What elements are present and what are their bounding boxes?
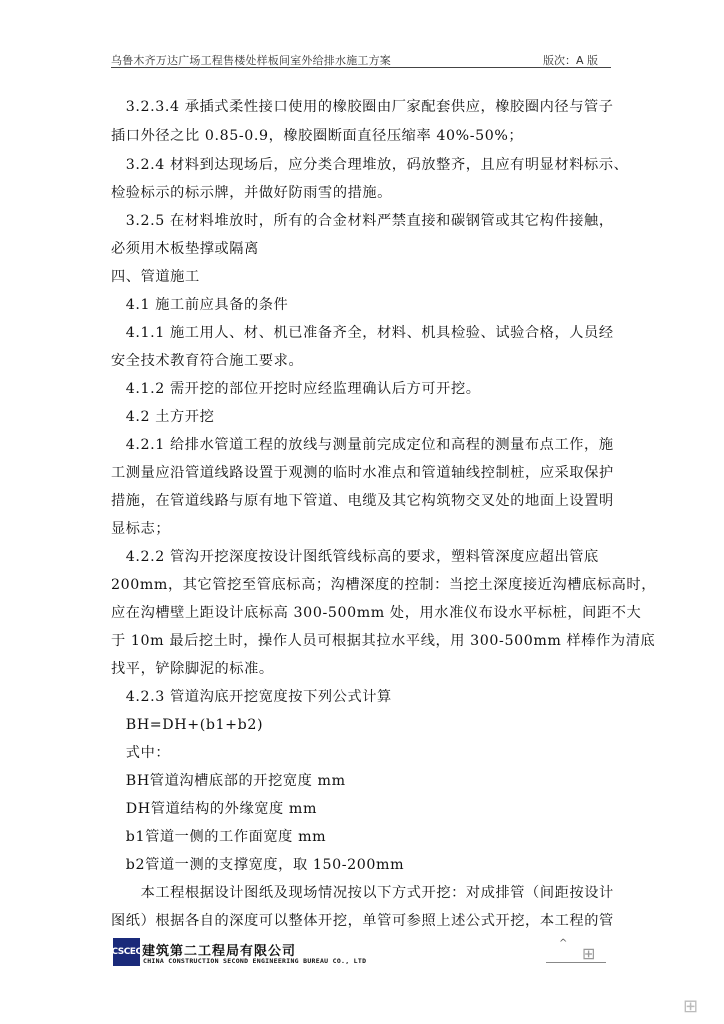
- subsection-heading: 4.1 施工前应具备的条件: [111, 297, 289, 313]
- body-line: 200mm，其它管挖至管底标高；沟槽深度的控制：当挖土深度接近沟槽底标高时，: [111, 577, 656, 593]
- body-line: 图纸）根据各自的深度可以整体开挖，单管可参照上述公式开挖，本工程的管: [111, 913, 614, 929]
- footer-caret-mark: ^: [559, 938, 568, 949]
- body-line: 3.2.5 在材料堆放时，所有的合金材料严禁直接和碳钢管或其它构件接触，: [111, 213, 614, 229]
- header-divider: [111, 67, 611, 68]
- company-name-cn: 建筑第二工程局有限公司: [142, 944, 297, 959]
- body-line: 找平，铲除脚泥的标准。: [111, 661, 274, 677]
- body-line: 4.2.3 管道沟底开挖宽度按下列公式计算: [111, 689, 392, 705]
- footer-divider: [546, 962, 606, 963]
- body-line: 式中：: [111, 745, 171, 761]
- footer-stamp-icon: ⊞: [582, 944, 596, 963]
- body-line: 4.2.2 管沟开挖深度按设计图纸管线标高的要求，塑料管深度应超出管底: [111, 549, 599, 565]
- corner-stamp-icon: ⊞: [683, 996, 699, 1017]
- logo-text: CSCEC: [111, 947, 142, 957]
- body-line: 本工程根据设计图纸及现场情况按以下方式开挖：对成排管（间距按设计: [111, 885, 614, 901]
- body-line: 3.2.4 材料到达现场后，应分类合理堆放，码放整齐，且应有明显材料标示、: [111, 157, 629, 173]
- body-line: 措施，在管道线路与原有地下管道、电缆及其它构筑物交叉处的地面上设置明: [111, 493, 614, 509]
- body-line: 3.2.3.4 承插式柔性接口使用的橡胶圈由厂家配套供应，橡胶圈内径与管子: [111, 99, 614, 115]
- body-line: 插口外径之比 0.85-0.9，橡胶圈断面直径压缩率 40%-50%；: [111, 128, 524, 144]
- body-line: 4.2.1 给排水管道工程的放线与测量前完成定位和高程的测量布点工作，施: [111, 437, 614, 453]
- body-line: 必须用木板垫撑或隔离: [111, 241, 259, 257]
- body-line: 工测量应沿管道线路设置于观测的临时水准点和管道轴线控制桩，应采取保护: [111, 465, 614, 481]
- subsection-heading: 4.2 土方开挖: [111, 409, 215, 425]
- body-line: 应在沟槽壁上距设计底标高 300-500mm 处，用水准仪布设水平标桩，间距不大: [111, 605, 642, 621]
- body-line: 4.1.1 施工用人、材、机已准备齐全，材料、机具检验、试验合格，人员经: [111, 325, 614, 341]
- section-heading: 四、管道施工: [111, 269, 200, 285]
- formula-line: BH=DH+(b1+b2): [111, 717, 264, 733]
- variable-definition: b2管道一测的支撑宽度，取 150-200mm: [111, 857, 405, 873]
- body-line: 安全技术教育符合施工要求。: [111, 353, 304, 369]
- document-title: 乌鲁木齐万达广场工程售楼处样板间室外给排水施工方案: [111, 54, 391, 67]
- variable-definition: DH管道结构的外缘宽度 mm: [111, 801, 318, 817]
- company-name-en: CHINA CONSTRUCTION SECOND ENGINEERING BUREAU CO., LTD: [143, 957, 367, 965]
- version-label: 版次：A 版: [543, 54, 599, 67]
- body-line: 显标志；: [111, 521, 171, 537]
- company-logo: [113, 938, 140, 966]
- variable-definition: b1管道一侧的工作面宽度 mm: [111, 829, 327, 845]
- variable-definition: BH管道沟槽底部的开挖宽度 mm: [111, 773, 346, 789]
- body-line: 于 10m 最后挖土时，操作人员可根据其拉水平线，用 300-500mm 样棒作为清底: [111, 633, 656, 649]
- body-line: 4.1.2 需开挖的部位开挖时应经监理确认后方可开挖。: [111, 381, 481, 397]
- body-line: 检验标示的标示牌，并做好防雨雪的措施。: [111, 185, 392, 201]
